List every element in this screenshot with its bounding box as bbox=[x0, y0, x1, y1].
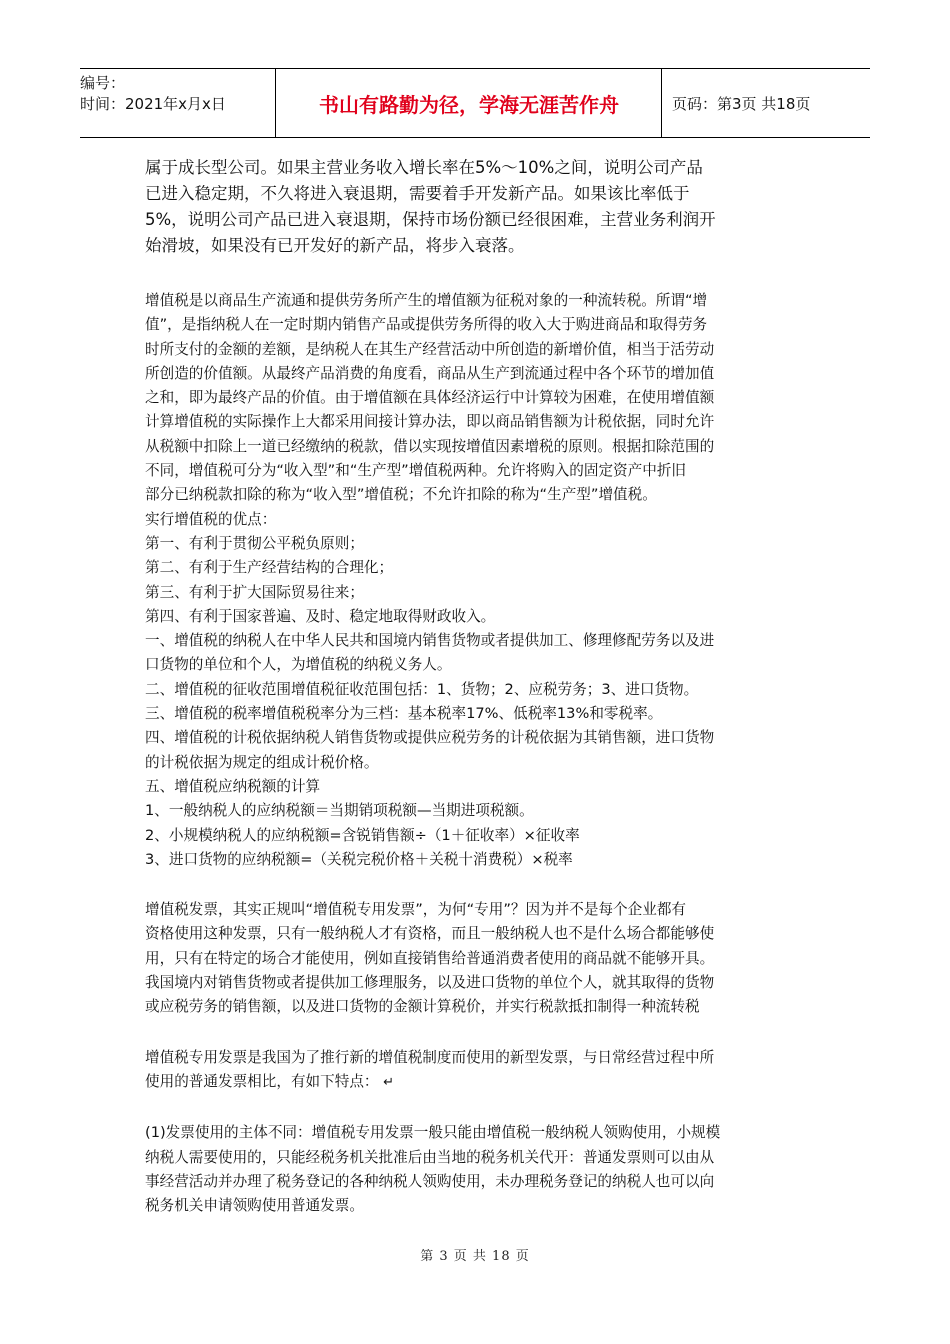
document-header bbox=[80, 68, 870, 138]
point-1-paragraph bbox=[145, 1121, 815, 1218]
document-body bbox=[145, 155, 815, 1218]
text-line: (1)发票使用的主体不同：增值税专用发票一般只能由增值税一般纳税人领购使用，小规模 bbox=[145, 1124, 721, 1142]
text-line: 3、进口货物的应纳税额=（关税完税价格＋关税十消费税）×税率 bbox=[145, 850, 573, 868]
text-line: 五、增值税应纳税额的计算 bbox=[145, 777, 321, 795]
text-line: 我国境内对销售货物或者提供加工修理服务，以及进口货物的单位个人，就其取得的货物 bbox=[145, 974, 715, 992]
vat-definition-paragraph bbox=[145, 289, 815, 508]
special-invoice-paragraph bbox=[145, 1046, 815, 1096]
text-line: 不同，增值税可分为“收入型”和“生产型”增值税两种。允许将购入的固定资产中折旧 bbox=[145, 462, 687, 480]
text-line: 时所支付的金额的差额，是纳税人在其生产经营活动中所创造的新增价值，相当于活劳动 bbox=[145, 340, 715, 358]
text-line: 纳税人需要使用的，只能经税务机关批准后由当地的税务机关代开：普通发票则可以由从 bbox=[145, 1148, 715, 1166]
text-line: 的计税依据为规定的组成计税价格。 bbox=[145, 753, 379, 771]
header-meta bbox=[80, 69, 276, 137]
text-line: 第三、有利于扩大国际贸易往来； bbox=[145, 583, 364, 601]
text-line: 2、小规模纳税人的应纳税额=含锐销售额÷（1＋征收率）×征收率 bbox=[145, 826, 580, 844]
text-line: 第四、有利于国家普遍、及时、稳定地取得财政收入。 bbox=[145, 607, 496, 625]
text-line: 或应税劳务的销售额，以及进口货物的金额计算税价，并实行税款抵扣制得一种流转税 bbox=[145, 998, 700, 1016]
text-line: 三、增值税的税率增值税税率分为三档：基本税率17%、低税率13%和零税率。 bbox=[145, 705, 663, 723]
text-line: 第二、有利于生产经营结构的合理化； bbox=[145, 559, 394, 577]
text-line: 二、增值税的征收范围增值税征收范围包括：1、货物；2、应税劳务；3、进口货物。 bbox=[145, 680, 699, 698]
intro-paragraph bbox=[145, 155, 815, 259]
text-line: 实行增值税的优点： bbox=[145, 510, 277, 528]
text-fragment: 使用的普通发票相比，有如下特点： bbox=[145, 1072, 379, 1090]
header-motto: 书山有路勤为径，学海无涯苦作舟 bbox=[277, 69, 662, 137]
time-label: 时间：2021年x月x日 bbox=[80, 95, 226, 113]
text-line: 值”，是指纳税人在一定时期内销售产品或提供劳务所得的收入大于购进商品和取得劳务 bbox=[145, 316, 708, 334]
header-page-info: 页码：第3页 共18页 bbox=[672, 94, 811, 113]
text-line: 税务机关申请领购使用普通发票。 bbox=[145, 1197, 364, 1215]
vat-advantages-list bbox=[145, 508, 815, 872]
text-line: 第一、有利于贯彻公平税负原则； bbox=[145, 534, 364, 552]
text-line: 属于成长型公司。如果主营业务收入增长率在5%～10%之间，说明公司产品 bbox=[145, 158, 703, 177]
text-line: 始滑坡，如果没有已开发好的新产品，将步入衰落。 bbox=[145, 236, 525, 255]
text-line: 用，只有在特定的场合才能使用，例如直接销售给普通消费者使用的商品就不能够开具。 bbox=[145, 949, 715, 967]
text-line: 一、增值税的纳税人在中华人民共和国境内销售货物或者提供加工、修理修配劳务以及进 bbox=[145, 632, 715, 650]
page-footer: 第 3 页 共 18 页 bbox=[420, 1249, 530, 1264]
text-line: 增值税专用发票是我国为了推行新的增值税制度而使用的新型发票，与日常经营过程中所 bbox=[145, 1048, 715, 1066]
text-line: 事经营活动并办理了税务登记的各种纳税人领购使用，未办理税务登记的纳税人也可以向 bbox=[145, 1172, 715, 1190]
number-label: 编号： bbox=[80, 74, 126, 92]
text-line: 之和，即为最终产品的价值。由于增值额在具体经济运行中计算较为困难，在使用增值额 bbox=[145, 389, 715, 407]
text-line: 部分已纳税款扣除的称为“收入型”增值税；不允许扣除的称为“生产型”增值税。 bbox=[145, 486, 657, 504]
text-line: 计算增值税的实际操作上大都采用间接计算办法，即以商品销售额为计税依据，同时允许 bbox=[145, 413, 715, 431]
text-line: 1、一般纳税人的应纳税额＝当期销项税额—当期进项税额。 bbox=[145, 802, 534, 820]
text-line: 四、增值税的计税依据纳税人销售货物或提供应税劳务的计税依据为其销售额，进口货物 bbox=[145, 729, 715, 747]
text-line: 资格使用这种发票，只有一般纳税人才有资格，而且一般纳税人也不是什么场合都能够使 bbox=[145, 925, 715, 943]
text-line: 口货物的单位和个人，为增值税的纳税义务人。 bbox=[145, 656, 452, 674]
text-line: 从税额中扣除上一道已经缴纳的税款，借以实现按增值因素增税的原则。根据扣除范围的 bbox=[145, 437, 715, 455]
return-mark-icon: ↵ bbox=[383, 1074, 395, 1090]
text-line: 已进入稳定期，不久将进入衰退期，需要着手开发新产品。如果该比率低于 bbox=[145, 184, 690, 203]
text-line: 5%，说明公司产品已进入衰退期，保持市场份额已经很困难，主营业务利润开 bbox=[145, 210, 716, 229]
text-line: 增值税发票，其实正规叫“增值税专用发票”，为何“专用”？因为并不是每个企业都有 bbox=[145, 901, 687, 919]
text-line: 所创造的价值额。从最终产品消费的角度看，商品从生产到流通过程中各个环节的增加值 bbox=[145, 364, 715, 382]
invoice-intro-paragraph bbox=[145, 898, 815, 1019]
text-line bbox=[145, 1070, 815, 1095]
text-line: 增值税是以商品生产流通和提供劳务所产生的增值额为征税对象的一种流转税。所谓“增 bbox=[145, 292, 708, 309]
